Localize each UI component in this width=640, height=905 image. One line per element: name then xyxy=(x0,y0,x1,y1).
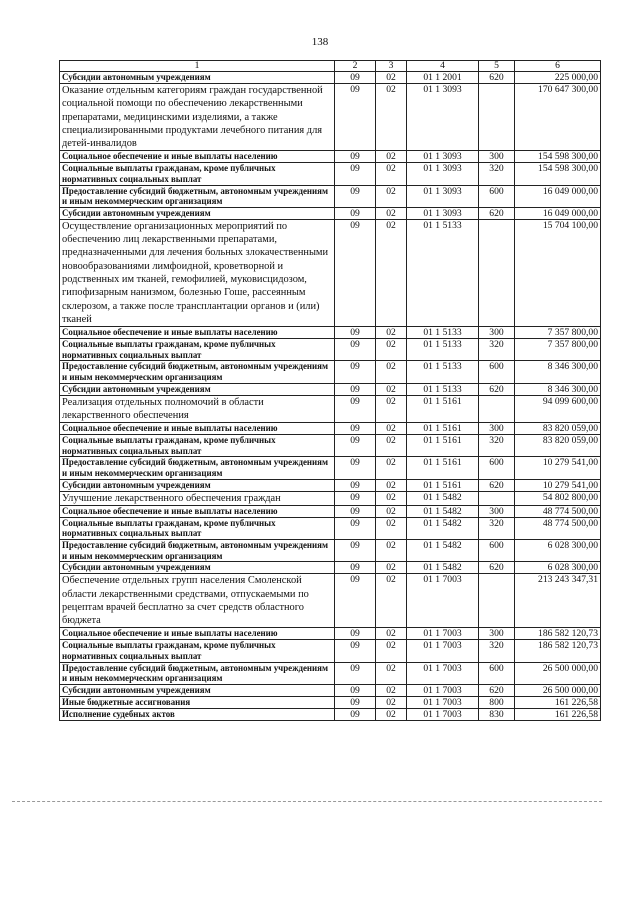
row-target-article-cell: 01 1 7003 xyxy=(407,640,479,662)
row-amount-cell: 15 704 100,00 xyxy=(515,219,601,326)
row-amount-cell: 94 099 600,00 xyxy=(515,395,601,423)
row-target-article-cell: 01 1 5161 xyxy=(407,395,479,423)
row-name-cell: Предоставление субсидий бюджетным, автономным учреждениям и иным некоммерческим организациям xyxy=(60,457,335,479)
row-amount-cell: 26 500 000,00 xyxy=(515,662,601,684)
row-amount-cell: 16 049 000,00 xyxy=(515,185,601,207)
row-subsection-cell: 02 xyxy=(376,185,407,207)
row-name-cell: Исполнение судебных актов xyxy=(60,708,335,720)
table-header-row xyxy=(60,61,601,72)
row-name-cell: Обеспечение отдельных групп населения Смоленской области лекарственными средствами, отпускаемыми по рецептам врачей бесплатно за счет средств областного бюджета xyxy=(60,574,335,628)
row-expense-type-cell xyxy=(479,574,515,628)
row-amount-cell: 48 774 500,00 xyxy=(515,505,601,517)
row-subsection-cell: 02 xyxy=(376,395,407,423)
table-row xyxy=(60,662,601,684)
row-expense-type-cell: 300 xyxy=(479,628,515,640)
row-amount-cell: 225 000,00 xyxy=(515,72,601,84)
row-expense-type-cell: 320 xyxy=(479,339,515,361)
row-subsection-cell: 02 xyxy=(376,457,407,479)
row-section-cell: 09 xyxy=(335,339,376,361)
table-row xyxy=(60,383,601,395)
row-target-article-cell: 01 1 3093 xyxy=(407,151,479,163)
row-target-article-cell: 01 1 5133 xyxy=(407,327,479,339)
row-target-article-cell: 01 1 5161 xyxy=(407,423,479,435)
row-section-cell: 09 xyxy=(335,395,376,423)
row-expense-type-cell: 620 xyxy=(479,72,515,84)
table-row xyxy=(60,361,601,383)
row-subsection-cell: 02 xyxy=(376,696,407,708)
row-section-cell: 09 xyxy=(335,662,376,684)
column-header: 6 xyxy=(515,61,601,72)
row-section-cell: 09 xyxy=(335,708,376,720)
row-name-cell: Предоставление субсидий бюджетным, автономным учреждениям и иным некоммерческим организациям xyxy=(60,662,335,684)
row-target-article-cell: 01 1 3093 xyxy=(407,207,479,219)
row-expense-type-cell xyxy=(479,395,515,423)
row-name-cell: Социальное обеспечение и иные выплаты населению xyxy=(60,423,335,435)
row-target-article-cell: 01 1 7003 xyxy=(407,662,479,684)
row-subsection-cell: 02 xyxy=(376,562,407,574)
row-section-cell: 09 xyxy=(335,151,376,163)
row-subsection-cell: 02 xyxy=(376,505,407,517)
row-subsection-cell: 02 xyxy=(376,72,407,84)
row-subsection-cell: 02 xyxy=(376,207,407,219)
row-name-cell: Предоставление субсидий бюджетным, автономным учреждениям и иным некоммерческим организациям xyxy=(60,361,335,383)
row-target-article-cell: 01 1 7003 xyxy=(407,628,479,640)
row-name-cell: Улучшение лекарственного обеспечения граждан xyxy=(60,491,335,505)
row-expense-type-cell: 320 xyxy=(479,640,515,662)
table-row xyxy=(60,505,601,517)
row-subsection-cell: 02 xyxy=(376,479,407,491)
table-row xyxy=(60,640,601,662)
table-row xyxy=(60,163,601,185)
page-number: 138 xyxy=(311,36,329,48)
row-expense-type-cell: 830 xyxy=(479,708,515,720)
row-subsection-cell: 02 xyxy=(376,327,407,339)
table-row xyxy=(60,479,601,491)
row-target-article-cell: 01 1 5133 xyxy=(407,361,479,383)
row-expense-type-cell: 320 xyxy=(479,163,515,185)
budget-table xyxy=(59,60,601,721)
row-amount-cell: 16 049 000,00 xyxy=(515,207,601,219)
table-row xyxy=(60,491,601,505)
row-section-cell: 09 xyxy=(335,696,376,708)
row-expense-type-cell: 600 xyxy=(479,662,515,684)
row-amount-cell: 48 774 500,00 xyxy=(515,517,601,539)
row-section-cell: 09 xyxy=(335,574,376,628)
row-expense-type-cell: 300 xyxy=(479,327,515,339)
row-name-cell: Социальные выплаты гражданам, кроме публичных нормативных социальных выплат xyxy=(60,640,335,662)
column-header: 1 xyxy=(60,61,335,72)
row-name-cell: Субсидии автономным учреждениям xyxy=(60,383,335,395)
row-amount-cell: 6 028 300,00 xyxy=(515,562,601,574)
table-row xyxy=(60,72,601,84)
row-target-article-cell: 01 1 5133 xyxy=(407,383,479,395)
row-amount-cell: 83 820 059,00 xyxy=(515,423,601,435)
row-amount-cell: 161 226,58 xyxy=(515,708,601,720)
table-row xyxy=(60,207,601,219)
table-row xyxy=(60,574,601,628)
table-row xyxy=(60,517,601,539)
row-target-article-cell: 01 1 5161 xyxy=(407,479,479,491)
row-subsection-cell: 02 xyxy=(376,517,407,539)
row-subsection-cell: 02 xyxy=(376,339,407,361)
row-expense-type-cell: 800 xyxy=(479,696,515,708)
table-row xyxy=(60,457,601,479)
row-name-cell: Социальные выплаты гражданам, кроме публичных нормативных социальных выплат xyxy=(60,517,335,539)
row-name-cell: Предоставление субсидий бюджетным, автономным учреждениям и иным некоммерческим организациям xyxy=(60,540,335,562)
row-section-cell: 09 xyxy=(335,72,376,84)
row-section-cell: 09 xyxy=(335,361,376,383)
row-name-cell: Социальное обеспечение и иные выплаты населению xyxy=(60,151,335,163)
row-amount-cell: 161 226,58 xyxy=(515,696,601,708)
table-row xyxy=(60,540,601,562)
row-expense-type-cell: 300 xyxy=(479,505,515,517)
row-amount-cell: 54 802 800,00 xyxy=(515,491,601,505)
row-amount-cell: 10 279 541,00 xyxy=(515,457,601,479)
row-expense-type-cell: 320 xyxy=(479,435,515,457)
scan-divider xyxy=(12,801,602,802)
row-expense-type-cell: 620 xyxy=(479,684,515,696)
row-name-cell: Социальное обеспечение и иные выплаты населению xyxy=(60,505,335,517)
row-expense-type-cell xyxy=(479,491,515,505)
row-amount-cell: 10 279 541,00 xyxy=(515,479,601,491)
row-section-cell: 09 xyxy=(335,628,376,640)
row-section-cell: 09 xyxy=(335,457,376,479)
row-name-cell: Субсидии автономным учреждениям xyxy=(60,479,335,491)
row-subsection-cell: 02 xyxy=(376,491,407,505)
row-expense-type-cell xyxy=(479,84,515,151)
row-subsection-cell: 02 xyxy=(376,361,407,383)
table-row xyxy=(60,84,601,151)
column-header: 2 xyxy=(335,61,376,72)
row-section-cell: 09 xyxy=(335,383,376,395)
row-name-cell: Оказание отдельным категориям граждан государственной социальной помощи по обеспечению лекарственными препаратами, медицинскими изделиями, а также специализированными продуктами лечебного питания для детей-инвалидов xyxy=(60,84,335,151)
table-row xyxy=(60,327,601,339)
table-row xyxy=(60,562,601,574)
row-expense-type-cell: 320 xyxy=(479,517,515,539)
row-subsection-cell: 02 xyxy=(376,628,407,640)
column-header: 5 xyxy=(479,61,515,72)
row-target-article-cell: 01 1 5161 xyxy=(407,457,479,479)
row-expense-type-cell: 300 xyxy=(479,151,515,163)
row-subsection-cell: 02 xyxy=(376,84,407,151)
table-row xyxy=(60,219,601,326)
row-section-cell: 09 xyxy=(335,207,376,219)
row-subsection-cell: 02 xyxy=(376,574,407,628)
row-expense-type-cell: 620 xyxy=(479,207,515,219)
row-name-cell: Предоставление субсидий бюджетным, автономным учреждениям и иным некоммерческим организациям xyxy=(60,185,335,207)
row-section-cell: 09 xyxy=(335,163,376,185)
row-name-cell: Социальные выплаты гражданам, кроме публичных нормативных социальных выплат xyxy=(60,163,335,185)
row-section-cell: 09 xyxy=(335,479,376,491)
row-amount-cell: 83 820 059,00 xyxy=(515,435,601,457)
row-subsection-cell: 02 xyxy=(376,540,407,562)
row-name-cell: Социальное обеспечение и иные выплаты населению xyxy=(60,628,335,640)
row-target-article-cell: 01 1 7003 xyxy=(407,684,479,696)
row-section-cell: 09 xyxy=(335,435,376,457)
row-expense-type-cell: 620 xyxy=(479,383,515,395)
row-name-cell: Субсидии автономным учреждениям xyxy=(60,72,335,84)
table-row xyxy=(60,151,601,163)
row-section-cell: 09 xyxy=(335,84,376,151)
row-amount-cell: 7 357 800,00 xyxy=(515,327,601,339)
row-name-cell: Субсидии автономным учреждениям xyxy=(60,684,335,696)
row-amount-cell: 154 598 300,00 xyxy=(515,151,601,163)
row-amount-cell: 186 582 120,73 xyxy=(515,640,601,662)
row-target-article-cell: 01 1 3093 xyxy=(407,84,479,151)
row-expense-type-cell: 600 xyxy=(479,361,515,383)
row-amount-cell: 26 500 000,00 xyxy=(515,684,601,696)
table-row xyxy=(60,423,601,435)
row-section-cell: 09 xyxy=(335,219,376,326)
row-expense-type-cell xyxy=(479,219,515,326)
row-subsection-cell: 02 xyxy=(376,708,407,720)
row-target-article-cell: 01 1 7003 xyxy=(407,696,479,708)
row-section-cell: 09 xyxy=(335,423,376,435)
row-expense-type-cell: 600 xyxy=(479,457,515,479)
row-subsection-cell: 02 xyxy=(376,662,407,684)
row-target-article-cell: 01 1 2001 xyxy=(407,72,479,84)
column-header: 4 xyxy=(407,61,479,72)
row-name-cell: Социальные выплаты гражданам, кроме публичных нормативных социальных выплат xyxy=(60,435,335,457)
table-row xyxy=(60,395,601,423)
row-target-article-cell: 01 1 3093 xyxy=(407,185,479,207)
row-target-article-cell: 01 1 3093 xyxy=(407,163,479,185)
table-body xyxy=(60,72,601,721)
table-row xyxy=(60,684,601,696)
row-target-article-cell: 01 1 5161 xyxy=(407,435,479,457)
row-subsection-cell: 02 xyxy=(376,423,407,435)
row-amount-cell: 186 582 120,73 xyxy=(515,628,601,640)
row-expense-type-cell: 300 xyxy=(479,423,515,435)
table-row xyxy=(60,696,601,708)
table-row xyxy=(60,708,601,720)
row-subsection-cell: 02 xyxy=(376,383,407,395)
row-subsection-cell: 02 xyxy=(376,435,407,457)
row-target-article-cell: 01 1 5482 xyxy=(407,491,479,505)
row-amount-cell: 213 243 347,31 xyxy=(515,574,601,628)
row-name-cell: Осуществление организационных мероприятий по обеспечению лиц лекарственными препаратами, предназначенными для лечения больных злокачественными новообразованиями лимфоидной, кроветворной и родственных им тканей, гемофилией, муковисцидозом, гипофизарным нанизмом, болезнью Гоше, рассеянным склерозом, а также после трансплантации органов и (или) тканей xyxy=(60,219,335,326)
row-amount-cell: 6 028 300,00 xyxy=(515,540,601,562)
table-row xyxy=(60,339,601,361)
row-section-cell: 09 xyxy=(335,505,376,517)
row-target-article-cell: 01 1 5482 xyxy=(407,540,479,562)
row-section-cell: 09 xyxy=(335,640,376,662)
table-row xyxy=(60,185,601,207)
row-expense-type-cell: 600 xyxy=(479,540,515,562)
row-subsection-cell: 02 xyxy=(376,163,407,185)
row-target-article-cell: 01 1 7003 xyxy=(407,574,479,628)
row-section-cell: 09 xyxy=(335,327,376,339)
row-section-cell: 09 xyxy=(335,684,376,696)
row-subsection-cell: 02 xyxy=(376,219,407,326)
row-subsection-cell: 02 xyxy=(376,684,407,696)
row-section-cell: 09 xyxy=(335,562,376,574)
column-header: 3 xyxy=(376,61,407,72)
row-amount-cell: 170 647 300,00 xyxy=(515,84,601,151)
row-name-cell: Субсидии автономным учреждениям xyxy=(60,562,335,574)
row-name-cell: Социальные выплаты гражданам, кроме публичных нормативных социальных выплат xyxy=(60,339,335,361)
row-amount-cell: 8 346 300,00 xyxy=(515,361,601,383)
row-target-article-cell: 01 1 5482 xyxy=(407,562,479,574)
row-target-article-cell: 01 1 5133 xyxy=(407,219,479,326)
row-section-cell: 09 xyxy=(335,185,376,207)
row-name-cell: Иные бюджетные ассигнования xyxy=(60,696,335,708)
row-expense-type-cell: 600 xyxy=(479,185,515,207)
row-expense-type-cell: 620 xyxy=(479,562,515,574)
row-section-cell: 09 xyxy=(335,540,376,562)
table-row xyxy=(60,628,601,640)
row-section-cell: 09 xyxy=(335,491,376,505)
row-amount-cell: 8 346 300,00 xyxy=(515,383,601,395)
row-amount-cell: 7 357 800,00 xyxy=(515,339,601,361)
row-name-cell: Реализация отдельных полномочий в области лекарственного обеспечения xyxy=(60,395,335,423)
table-row xyxy=(60,435,601,457)
row-target-article-cell: 01 1 5133 xyxy=(407,339,479,361)
row-subsection-cell: 02 xyxy=(376,151,407,163)
row-name-cell: Социальное обеспечение и иные выплаты населению xyxy=(60,327,335,339)
row-amount-cell: 154 598 300,00 xyxy=(515,163,601,185)
row-target-article-cell: 01 1 5482 xyxy=(407,517,479,539)
row-target-article-cell: 01 1 7003 xyxy=(407,708,479,720)
row-expense-type-cell: 620 xyxy=(479,479,515,491)
row-target-article-cell: 01 1 5482 xyxy=(407,505,479,517)
row-name-cell: Субсидии автономным учреждениям xyxy=(60,207,335,219)
row-section-cell: 09 xyxy=(335,517,376,539)
row-subsection-cell: 02 xyxy=(376,640,407,662)
